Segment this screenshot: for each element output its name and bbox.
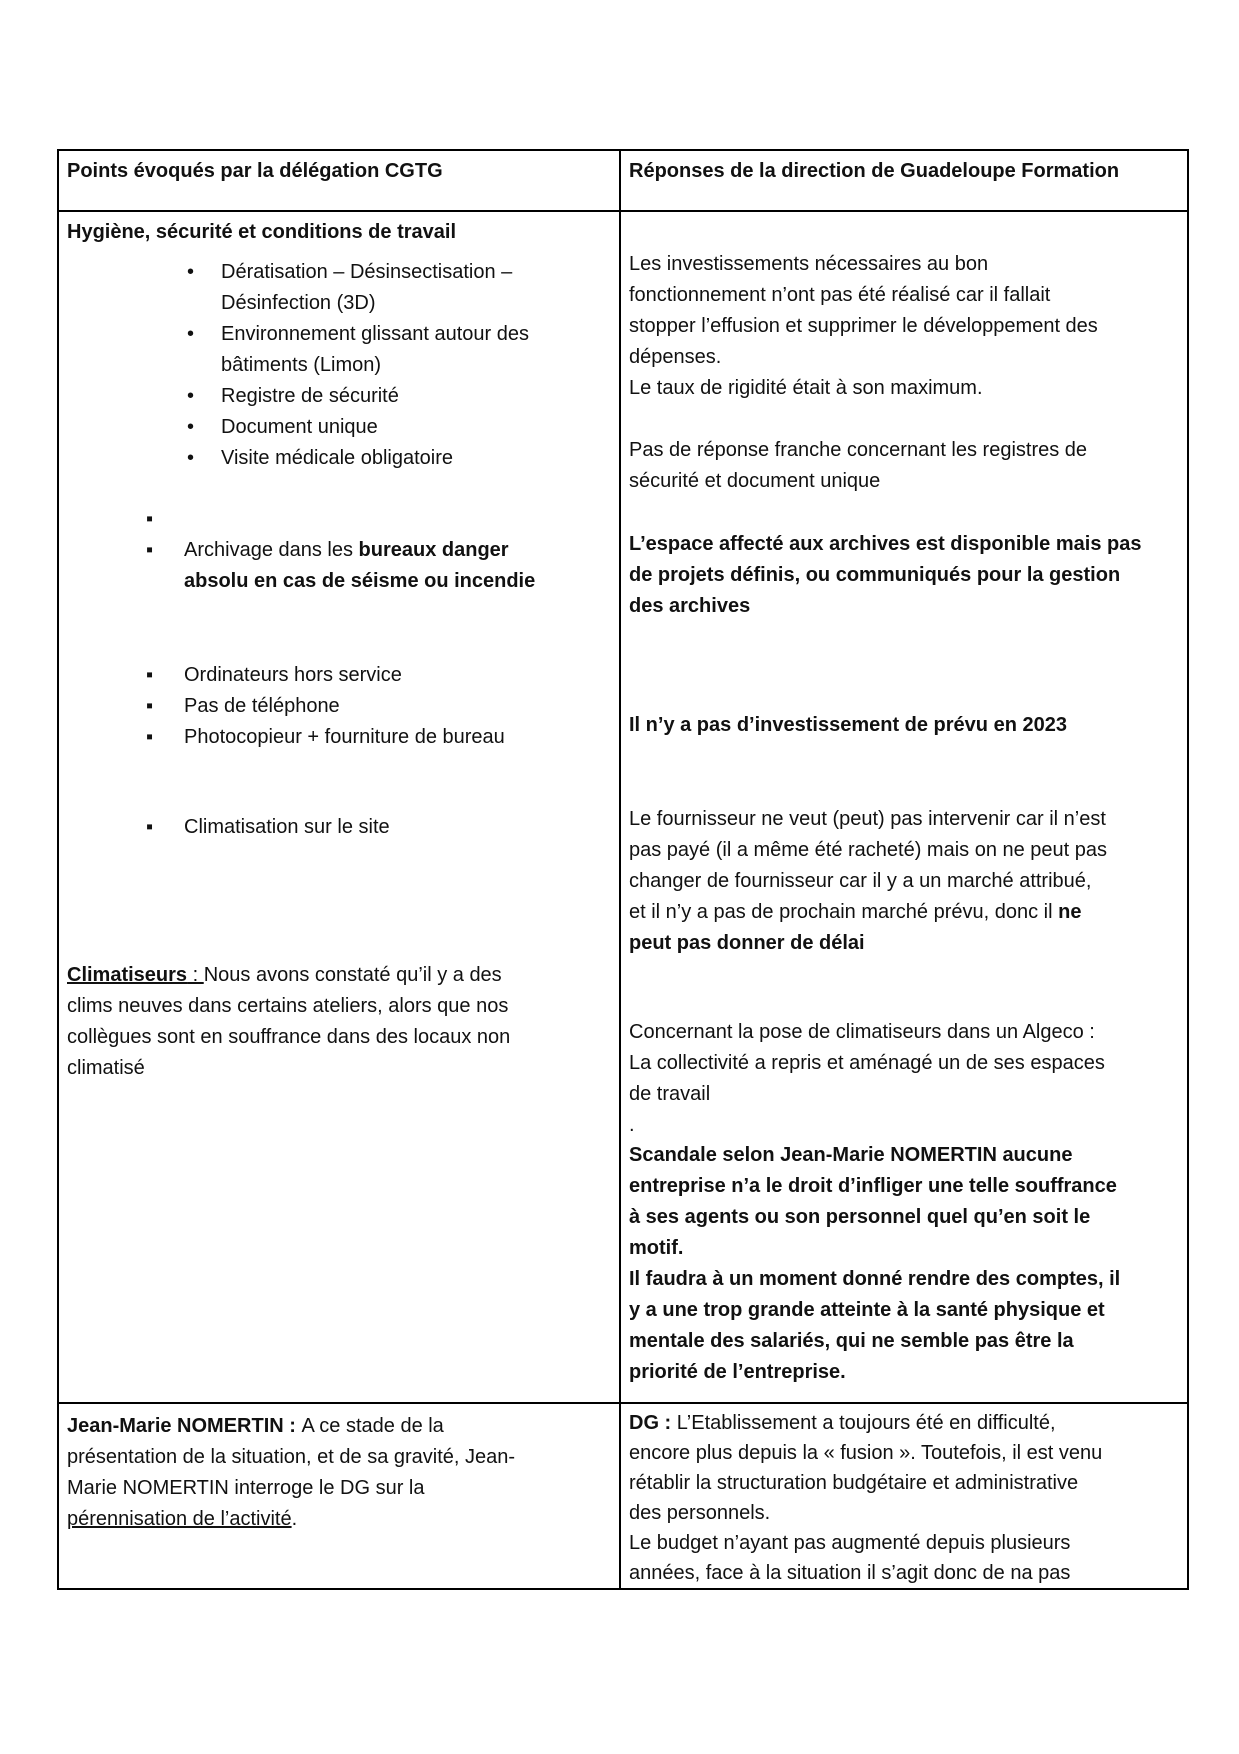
climatiseurs-body [67, 991, 613, 1084]
bullet-text: Climatisation sur le site [184, 816, 390, 838]
column-header-direction: Réponses de la direction de Guadeloupe Formation [629, 160, 1120, 182]
text-line: climatisé [67, 1057, 145, 1079]
paragraph-investissement-2023: Il n’y a pas d’investissement de prévu en 2023 [629, 714, 1067, 736]
square-bullet-icon: ▪ [146, 695, 154, 717]
text-line: des archives [629, 595, 751, 617]
text-line: Registre de sécurité [221, 385, 399, 407]
text-line: entreprise n’a le droit d’infliger une telle souffrance [629, 1175, 1117, 1197]
bullet-text: Pas de téléphone [184, 695, 340, 717]
archivage-text-bold-line2: absolu en cas de séisme ou incendie [184, 570, 536, 592]
hsct-right-cell [621, 212, 1187, 1404]
text-line: de projets définis, ou communiqués pour la gestion [629, 564, 1121, 586]
archivage-text-bold: bureaux danger [358, 539, 509, 561]
dg-right-cell [621, 1404, 1187, 1588]
text-line: fonctionnement n’ont pas été réalisé car il fallait [629, 284, 1051, 306]
text-line: bâtiments (Limon) [221, 354, 382, 376]
text-line: pas payé (il a même été racheté) mais on ne peut pas [629, 839, 1108, 861]
nomertin-underlined-text: pérennisation de l’activité [67, 1508, 292, 1530]
dg-line1: L’Etablissement a toujours été en difficulté, [676, 1412, 1056, 1434]
text-line: Le fournisseur ne veut (peut) pas intervenir car il n’est [629, 808, 1106, 830]
list-item [59, 319, 619, 381]
text-line: L’espace affecté aux archives est disponible mais pas [629, 533, 1142, 555]
text-line: collègues sont en souffrance dans des locaux non [67, 1026, 511, 1048]
bullet-text [221, 257, 512, 319]
text-line: Visite médicale obligatoire [221, 447, 453, 469]
text-line: Les investissements nécessaires au bon [629, 253, 989, 275]
text-line: Scandale selon Jean-Marie NOMERTIN aucune [629, 1144, 1073, 1166]
round-bullet-icon: • [187, 261, 195, 283]
nomertin-question-paragraph [67, 1411, 613, 1535]
paragraph-archives [629, 529, 1181, 622]
text-line: La collectivité a repris et aménagé un de ses espaces [629, 1052, 1105, 1074]
list-item [59, 443, 619, 474]
text-line: présentation de la situation, et de sa gravité, Jean- [67, 1446, 516, 1468]
list-item [59, 535, 619, 597]
text-line: motif. [629, 1237, 684, 1259]
text-line: de travail [629, 1083, 711, 1105]
bullet-text [221, 381, 399, 412]
nomertin-line1: A ce stade de la [301, 1415, 444, 1437]
speaker-nomertin: Jean-Marie NOMERTIN : [67, 1415, 302, 1437]
square-bullet-icon: ▪ [146, 816, 154, 838]
text-line: Dératisation – Désinsectisation – [221, 261, 513, 283]
header-cell-direction [621, 151, 1187, 212]
text-line: Le budget n’ayant pas augmenté depuis plusieurs [629, 1532, 1071, 1554]
paragraph-dot: . [629, 1114, 635, 1136]
text-line: rétablir la structuration budgétaire et administrative [629, 1472, 1079, 1494]
paragraph-algeco [629, 1017, 1181, 1110]
text-line: encore plus depuis la « fusion ». Toutefois, il est venu [629, 1442, 1103, 1464]
text-line: années, face à la situation il s’agit donc de na pas [629, 1562, 1071, 1584]
header-cell-cgtg [59, 151, 621, 212]
fournisseur-body [629, 804, 1181, 897]
nomertin-body [67, 1442, 613, 1504]
nomertin-left-cell [59, 1404, 621, 1588]
hsct-square-bullet-group-archivage [59, 504, 619, 597]
list-item [59, 722, 619, 753]
list-item [59, 257, 619, 319]
list-item [59, 381, 619, 412]
list-item-empty [59, 504, 619, 535]
bullet-text [221, 443, 453, 474]
square-bullet-icon: ▪ [146, 539, 154, 561]
text-line: Document unique [221, 416, 378, 438]
text-line: Environnement glissant autour des [221, 323, 529, 345]
fournisseur-line4-normal: et il n’y a pas de prochain marché prévu, donc il [629, 901, 1059, 923]
list-item [59, 691, 619, 722]
round-bullet-icon: • [187, 416, 195, 438]
paragraph-fournisseur [629, 804, 1181, 959]
round-bullet-icon: • [187, 323, 195, 345]
square-bullet-icon: ▪ [146, 508, 154, 530]
hsct-left-cell [59, 212, 621, 1404]
text-line: y a une trop grande atteinte à la santé physique et [629, 1299, 1105, 1321]
text-line: Il faudra à un moment donné rendre des comptes, il [629, 1268, 1121, 1290]
text-line: Le taux de rigidité était à son maximum. [629, 377, 983, 399]
fournisseur-line4-bold: ne [1058, 901, 1082, 923]
nomertin-period: . [291, 1508, 298, 1530]
bullet-text [184, 535, 535, 597]
hsct-round-bullet-list [59, 257, 619, 474]
text-line: Marie NOMERTIN interroge le DG sur la [67, 1477, 425, 1499]
square-bullet-icon: ▪ [146, 664, 154, 686]
bullet-text: Photocopieur + fourniture de bureau [184, 726, 505, 748]
climatiseurs-separator: : [187, 964, 204, 986]
bullet-text: Ordinateurs hors service [184, 664, 402, 686]
paragraph-registres [629, 435, 1181, 497]
hsct-square-bullet-climatisation [59, 812, 619, 843]
speaker-dg: DG : [629, 1412, 677, 1434]
round-bullet-icon: • [187, 447, 195, 469]
text-line: clims neuves dans certains ateliers, alors que nos [67, 995, 509, 1017]
hsct-square-bullet-group-equipment [59, 660, 619, 753]
archivage-text-normal: Archivage dans les [184, 539, 359, 561]
square-bullet-icon: ▪ [146, 726, 154, 748]
paragraph-scandale [629, 1140, 1181, 1388]
text-line: changer de fournisseur car il y a un marché attribué, [629, 870, 1092, 892]
climatiseurs-line1: Nous avons constaté qu’il y a des [203, 964, 502, 986]
list-item [59, 412, 619, 443]
text-line: Concernant la pose de climatiseurs dans un Algeco : [629, 1021, 1095, 1043]
paragraph-investissements [629, 249, 1181, 404]
dg-answer-paragraph [629, 1408, 1181, 1588]
text-line: à ses agents ou son personnel quel qu’en soit le [629, 1206, 1091, 1228]
text-line: Désinfection (3D) [221, 292, 376, 314]
bullet-text [221, 319, 529, 381]
column-header-cgtg: Points évoqués par la délégation CGTG [67, 160, 443, 182]
climatiseurs-heading: Climatiseurs [67, 964, 188, 986]
text-line: mentale des salariés, qui ne semble pas être la [629, 1330, 1074, 1352]
round-bullet-icon: • [187, 385, 195, 407]
list-item [59, 812, 619, 843]
list-item [59, 660, 619, 691]
hsct-section-title: Hygiène, sécurité et conditions de travail [67, 221, 457, 243]
text-line: Pas de réponse franche concernant les registres de [629, 439, 1088, 461]
text-line: des personnels. [629, 1502, 771, 1524]
text-line: priorité de l’entreprise. [629, 1361, 846, 1383]
bullet-text [221, 412, 378, 443]
fournisseur-line5-bold: peut pas donner de délai [629, 932, 865, 954]
text-line: sécurité et document unique [629, 470, 881, 492]
text-line: stopper l’effusion et supprimer le développement des [629, 315, 1098, 337]
climatiseurs-paragraph [67, 960, 613, 1084]
text-line: dépenses. [629, 346, 722, 368]
dg-body [629, 1438, 1181, 1588]
meeting-minutes-table [57, 149, 1189, 1590]
